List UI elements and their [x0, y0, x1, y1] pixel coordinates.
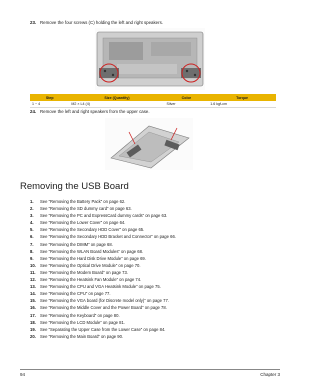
speaker-removal-illustration [105, 118, 193, 170]
list-item: 15. See “Removing the VGA board (for Discrete model only)” on page 77. [30, 298, 169, 304]
list-item: 4. See “Removing the Lower Cover” on page 64. [30, 220, 126, 226]
table-cell: Silver [165, 101, 209, 108]
list-item: 6. See “Removing the Secondary HDD Bracket and Connector” on page 66. [30, 234, 176, 240]
list-item: 20. See “Removing the Main Board” on page 90. [30, 333, 124, 339]
table-cell: 1 ~ 4 [30, 101, 69, 108]
step-23: 23. Remove the four screws (C) holding the left and right speakers. [30, 20, 163, 25]
screw-spec-table [30, 94, 276, 108]
table-cell: M2 × L4 (4) [69, 101, 164, 108]
page-number: 94 [20, 372, 26, 377]
list-item: 5. See “Removing the Secondary HDD Cover” on page 65. [30, 227, 145, 233]
column-header: Size (Quantity) [69, 94, 164, 101]
speaker-screws-illustration [95, 28, 205, 90]
list-item: 8. See “Removing the WLAN Board Modules” on page 68. [30, 248, 144, 254]
list-item: 2. See “Removing the SD dummy card” on page 63. [30, 206, 132, 212]
list-item: 12. See “Removing the Heatsink Fan Module” on page 74. [30, 277, 142, 283]
speaker-removal-photo [105, 118, 193, 170]
list-item: 7. See “Removing the DIMM” on page 68. [30, 241, 113, 247]
table-header-row [30, 94, 276, 101]
list-item: 13. See “Removing the CPU and VGA Heatsink Module” on page 75. [30, 284, 161, 290]
table-cell: 1.6 kgf-cm [208, 101, 276, 108]
column-header: Color [165, 94, 209, 101]
list-item: 3. See “Removing the PC and ExpressCard dummy cards” on page 63. [30, 213, 168, 219]
list-item: 16. See “Removing the Middle Cover and the Power Board” on page 78. [30, 305, 167, 311]
chapter-label: Chapter 3 [260, 372, 280, 377]
list-item: 10. See “Removing the Optical Drive Module” on page 70. [30, 262, 141, 268]
list-item: 11. See “Removing the Modem Board” on page 73. [30, 269, 128, 275]
table-row [30, 101, 276, 108]
speaker-screws-photo [95, 28, 205, 90]
section-title: Removing the USB Board [20, 181, 129, 192]
column-header: Torque [208, 94, 276, 101]
list-item: 1. See “Removing the Battery Pack” on page 62. [30, 199, 126, 204]
procedure-list [30, 199, 176, 341]
list-item: 14. See “Removing the CPU” on page 77. [30, 291, 111, 297]
list-item: 9. See “Removing the Hard Disk Drive Module” on page 69. [30, 255, 146, 261]
step-24: 24. Remove the left and right speakers from the upper case. [30, 109, 150, 114]
list-item: 19. See “Separating the Upper Case from the Lower Case” on page 84. [30, 326, 166, 332]
list-item: 17. See “Removing the Keyboard” on page 80. [30, 312, 120, 318]
column-header: Step [30, 94, 69, 101]
footer-divider [20, 369, 280, 370]
list-item: 18. See “Removing the LCD Module” on page 81. [30, 319, 125, 325]
